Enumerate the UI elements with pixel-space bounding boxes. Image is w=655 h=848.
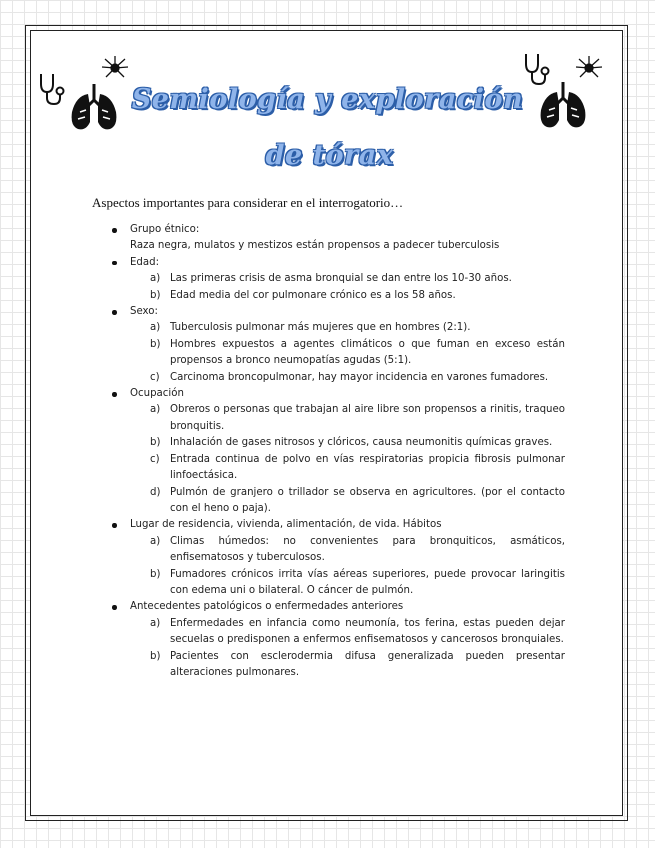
- item-text: Las primeras crisis de asma bronquial se dan entre los 10-30 años.: [170, 273, 512, 285]
- item-text: Climas húmedos: no convenientes para bronquiticos, asmáticos, enfisematosos y tuberculosos.: [170, 535, 565, 564]
- list-item: [130, 485, 565, 518]
- list-item: [130, 649, 565, 682]
- item-letter: c): [150, 371, 160, 383]
- virus-icon-left: [100, 54, 130, 80]
- sub-list: [130, 271, 565, 304]
- list-item: [130, 452, 565, 485]
- page-title-line-1: Semiología y exploración: [131, 84, 524, 115]
- section-heading: Grupo étnico:: [130, 224, 200, 235]
- item-letter: a): [150, 404, 161, 416]
- section-sexo: [110, 304, 565, 386]
- item-letter: d): [150, 486, 161, 498]
- item-text: Edad media del cor pulmonare crónico es a los 58 años.: [170, 289, 456, 301]
- list-item: [130, 567, 565, 600]
- section-text: Raza negra, mulatos y mestizos están propensos a padecer tuberculosis: [130, 240, 500, 252]
- item-letter: b): [150, 338, 161, 350]
- section-lugar-residencia: [110, 517, 565, 599]
- list-item: [130, 534, 565, 567]
- item-letter: b): [150, 437, 161, 449]
- list-item: [130, 271, 565, 287]
- page-title-line-2: de tórax: [265, 140, 394, 171]
- item-text: Pacientes con esclerodermia difusa generalizada pueden presentar alteraciones pulmonares.: [170, 650, 565, 678]
- section-heading: Lugar de residencia, vivienda, alimentación, de vida. Hábitos: [130, 519, 442, 531]
- item-text: Obreros o personas que trabajan al aire libre son propensos a rinitis, traqueo bronquitis.: [170, 404, 565, 432]
- section-antecedentes: [110, 599, 565, 681]
- list-item: [130, 435, 565, 451]
- item-letter: b): [150, 289, 161, 301]
- item-letter: a): [150, 535, 161, 547]
- sub-list: [130, 534, 565, 600]
- sub-list: [130, 402, 565, 517]
- section-grupo-etnico: [110, 222, 565, 255]
- item-text: Entrada continua de polvo en vías respiratorias propicia fibrosis pulmonar linfoectásica.: [170, 453, 565, 482]
- item-text: Inhalación de gases nitrosos y clóricos, causa neumonitis químicas graves.: [170, 437, 553, 449]
- virus-icon-right: [574, 54, 604, 80]
- list-item: [130, 337, 565, 370]
- intro-text: Aspectos importantes para considerar en el interrogatorio…: [92, 195, 404, 210]
- item-text: Enfermedades en infancia como neumonía, tos ferina, estas pueden dejar secuelas o predisponen a enfermos enfisematosos y cancerosos bronquiales.: [170, 617, 565, 646]
- item-text: Pulmón de granjero o trillador se observa en agricultores. (por el contacto con el heno o paja).: [170, 486, 565, 514]
- item-letter: c): [150, 453, 160, 465]
- section-ocupacion: [110, 386, 565, 517]
- section-heading: Ocupación: [130, 388, 184, 400]
- item-text: Tuberculosis pulmonar más mujeres que en hombres (2:1).: [170, 322, 471, 334]
- list-item: [130, 402, 565, 435]
- item-letter: a): [150, 322, 161, 334]
- item-letter: b): [150, 568, 161, 580]
- list-item: [130, 370, 565, 386]
- section-heading: Edad:: [130, 256, 160, 268]
- list-item: [130, 320, 565, 336]
- sub-list: [130, 320, 565, 386]
- section-list: [110, 222, 565, 681]
- content-list: [110, 222, 565, 681]
- item-letter: a): [150, 617, 161, 629]
- item-letter: a): [150, 273, 161, 285]
- item-text: Fumadores crónicos irrita vías aéreas superiores, puede provocar laringitis con edema uni o bilateral. O cáncer de pulmón.: [170, 568, 565, 596]
- item-letter: b): [150, 650, 161, 662]
- list-item: [130, 288, 565, 304]
- item-text: Carcinoma broncopulmonar, hay mayor incidencia en varones fumadores.: [170, 371, 549, 383]
- sub-list: [130, 616, 565, 682]
- section-heading: Sexo:: [130, 306, 158, 318]
- list-item: [130, 616, 565, 649]
- section-edad: [110, 255, 565, 304]
- item-text: Hombres expuestos a agentes climáticos o que fuman en exceso están propensos a bronco neumopatías agudas (5:1).: [170, 338, 565, 367]
- section-heading: Antecedentes patológicos o enfermedades anteriores: [130, 601, 404, 613]
